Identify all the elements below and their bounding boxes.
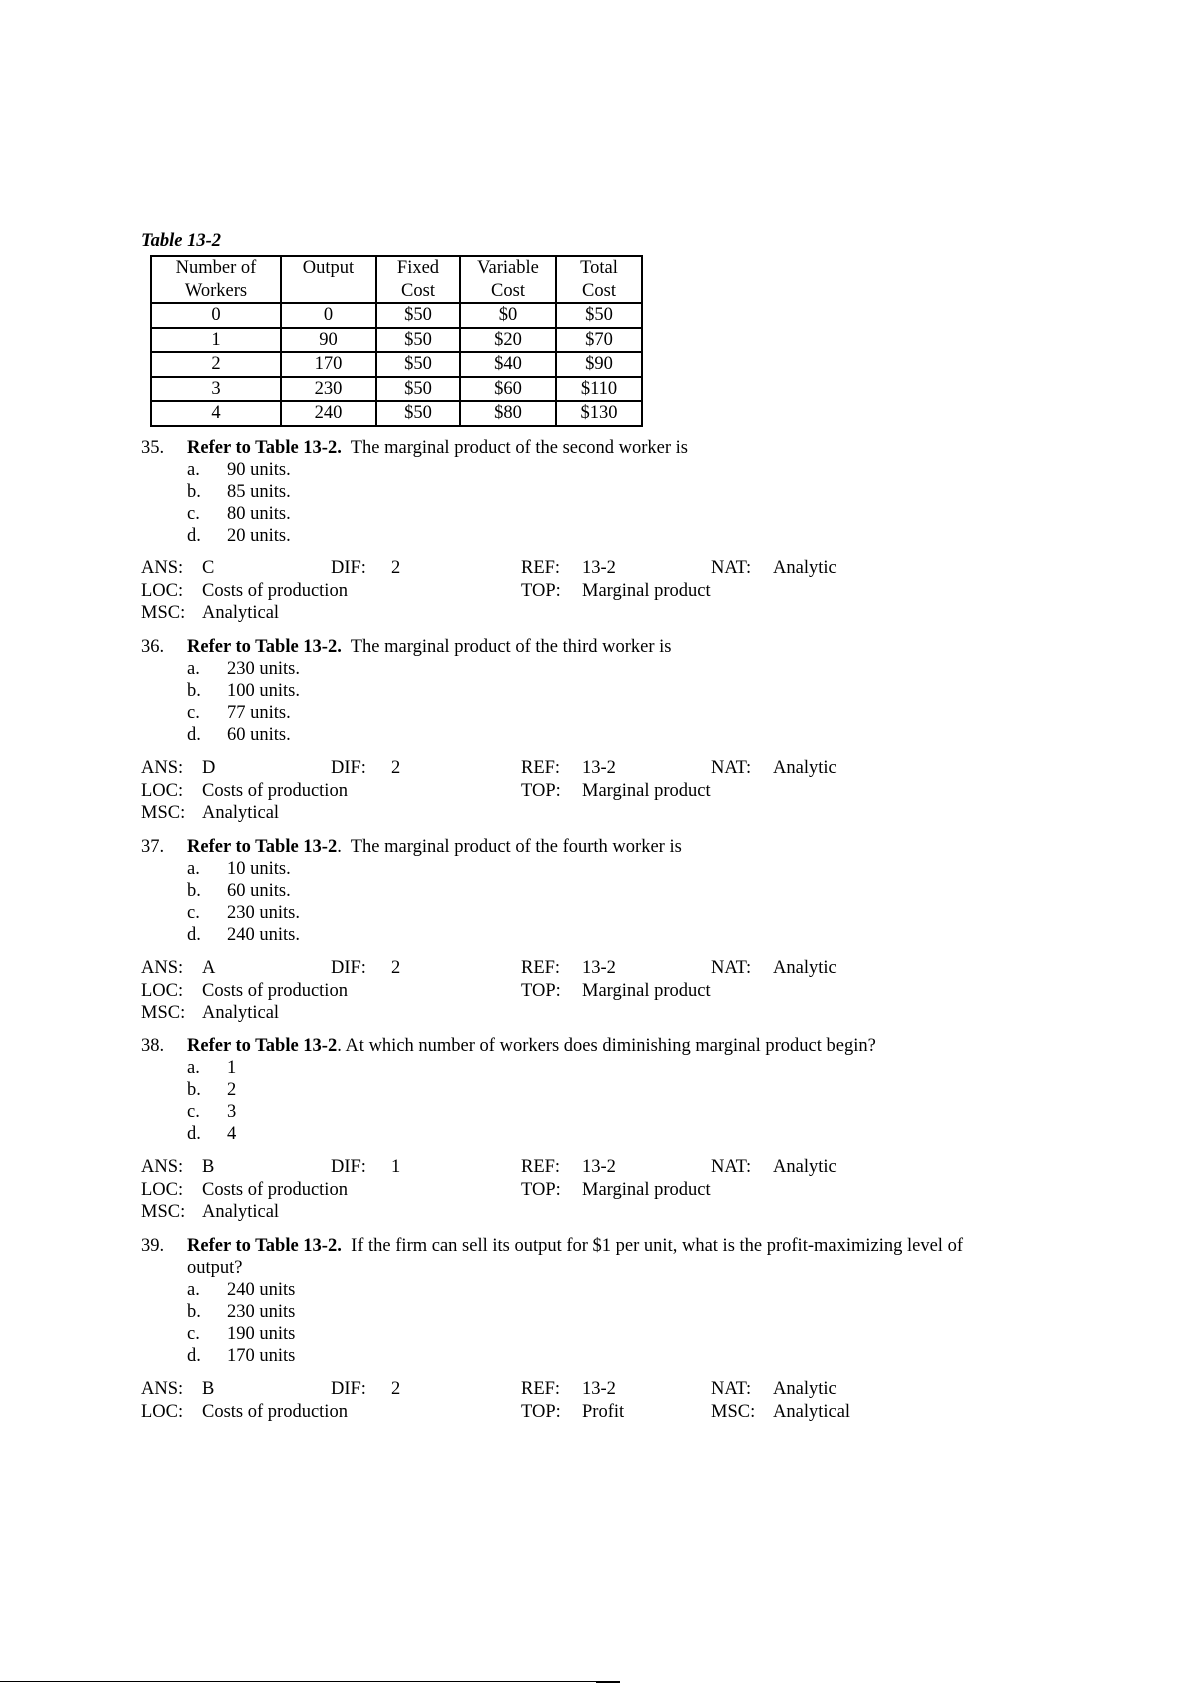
question-35 bbox=[141, 437, 1021, 547]
header-line: Cost bbox=[401, 280, 435, 301]
answer-value: B bbox=[202, 1379, 215, 1399]
meta-row bbox=[141, 580, 1041, 603]
meta-key: LOC: bbox=[141, 580, 184, 601]
choice-b bbox=[187, 1301, 1021, 1323]
question-reference: Refer to Table 13-2. bbox=[187, 1236, 342, 1256]
answer-metadata-38 bbox=[141, 1156, 1041, 1224]
question-reference: Refer to Table 13-2. bbox=[187, 637, 342, 657]
choice-text: 77 units. bbox=[227, 703, 291, 723]
choice-text: 90 units. bbox=[227, 460, 291, 480]
nat-value: Analytic bbox=[773, 1379, 837, 1399]
msc-value: Analytical bbox=[202, 1202, 280, 1222]
header-variable-cost bbox=[460, 256, 556, 303]
reference-value: 13-2 bbox=[582, 958, 616, 978]
meta-key: LOC: bbox=[141, 980, 184, 1001]
question-stem bbox=[141, 836, 1021, 858]
meta-row bbox=[141, 957, 1041, 980]
question-number: 35. bbox=[141, 438, 165, 458]
header-line bbox=[282, 280, 375, 303]
topic-value: Marginal product bbox=[582, 980, 711, 1001]
header-workers bbox=[151, 256, 281, 303]
topic-value: Marginal product bbox=[582, 780, 711, 801]
choice-text: 4 bbox=[227, 1124, 237, 1144]
difficulty-value: 1 bbox=[391, 1157, 401, 1177]
meta-key: NAT: bbox=[711, 558, 752, 578]
msc-value: Analytical bbox=[202, 1003, 280, 1023]
choice-letter: d. bbox=[187, 1124, 201, 1144]
meta-key: NAT: bbox=[711, 1157, 752, 1177]
nat-value: Analytic bbox=[773, 958, 837, 978]
answer-metadata-39 bbox=[141, 1378, 1041, 1423]
answer-value: D bbox=[202, 758, 216, 778]
reference-value: 13-2 bbox=[582, 1157, 616, 1177]
topic-value: Marginal product bbox=[582, 580, 711, 601]
answer-value: A bbox=[202, 958, 216, 978]
question-text: . The marginal product of the fourth worker is bbox=[337, 837, 682, 857]
question-37 bbox=[141, 836, 1021, 946]
choice-text: 10 units. bbox=[227, 859, 291, 879]
footer-rule bbox=[0, 1681, 620, 1682]
choice-a bbox=[187, 858, 1021, 880]
question-text: If the firm can sell its output for $1 per unit, what is the profit-maximizing level of output? bbox=[187, 1236, 968, 1278]
table-cell: 170 bbox=[281, 352, 376, 377]
meta-row bbox=[141, 980, 1041, 1003]
meta-key: REF: bbox=[521, 558, 561, 578]
table-cell: 230 bbox=[281, 377, 376, 402]
table-row bbox=[151, 352, 642, 377]
meta-key: NAT: bbox=[711, 958, 752, 978]
difficulty-value: 2 bbox=[391, 958, 401, 978]
table-row bbox=[151, 328, 642, 353]
table-cell: $20 bbox=[460, 328, 556, 353]
table-cell: $110 bbox=[556, 377, 642, 402]
header-line: Output bbox=[302, 258, 355, 278]
choice-b bbox=[187, 1079, 1021, 1101]
question-number: 36. bbox=[141, 637, 165, 657]
question-36 bbox=[141, 636, 1021, 746]
cost-table bbox=[150, 255, 643, 427]
table-cell: 0 bbox=[281, 303, 376, 328]
table-row bbox=[151, 377, 642, 402]
answer-choices bbox=[141, 1279, 1021, 1367]
choice-letter: b. bbox=[187, 482, 201, 502]
choice-letter: c. bbox=[187, 703, 200, 723]
choice-letter: b. bbox=[187, 881, 201, 901]
meta-key: DIF: bbox=[331, 1379, 366, 1399]
meta-key: LOC: bbox=[141, 1401, 184, 1422]
meta-row bbox=[141, 1156, 1041, 1179]
meta-key: MSC: bbox=[141, 1003, 186, 1023]
question-39 bbox=[141, 1235, 1021, 1367]
choice-text: 240 units bbox=[227, 1280, 296, 1300]
nat-value: Analytic bbox=[773, 1157, 837, 1177]
question-number: 38. bbox=[141, 1036, 165, 1056]
meta-row bbox=[141, 602, 1041, 625]
choice-text: 230 units. bbox=[227, 903, 300, 923]
answer-choices bbox=[141, 459, 1021, 547]
table-cell: $50 bbox=[376, 328, 460, 353]
meta-key: ANS: bbox=[141, 558, 184, 578]
meta-key: DIF: bbox=[331, 1157, 366, 1177]
msc-value: Analytical bbox=[202, 603, 280, 623]
loc-value: Costs of production bbox=[202, 1401, 348, 1422]
choice-text: 3 bbox=[227, 1102, 237, 1122]
header-line: Fixed bbox=[396, 258, 440, 278]
msc-value: Analytical bbox=[202, 803, 280, 823]
meta-row bbox=[141, 557, 1041, 580]
reference-value: 13-2 bbox=[582, 558, 616, 578]
choice-letter: c. bbox=[187, 1324, 200, 1344]
difficulty-value: 2 bbox=[391, 1379, 401, 1399]
header-line: Total bbox=[580, 258, 618, 278]
question-text: . At which number of workers does diminishing marginal product begin? bbox=[337, 1036, 876, 1056]
header-line: Variable bbox=[477, 258, 539, 278]
meta-row bbox=[141, 802, 1041, 825]
answer-choices bbox=[141, 858, 1021, 946]
choice-letter: c. bbox=[187, 1102, 200, 1122]
table-cell: $90 bbox=[556, 352, 642, 377]
header-line: Workers bbox=[184, 280, 248, 301]
msc-value: Analytical bbox=[773, 1401, 851, 1422]
question-stem bbox=[141, 1035, 1021, 1057]
question-number: 39. bbox=[141, 1236, 165, 1256]
choice-b bbox=[187, 880, 1021, 902]
answer-metadata-36 bbox=[141, 757, 1041, 825]
choice-letter: a. bbox=[187, 859, 200, 879]
loc-value: Costs of production bbox=[202, 1179, 348, 1200]
meta-key: TOP: bbox=[521, 980, 561, 1001]
footer-rule-tail bbox=[596, 1681, 620, 1683]
meta-key: MSC: bbox=[141, 803, 186, 823]
meta-key: LOC: bbox=[141, 780, 184, 801]
meta-row bbox=[141, 780, 1041, 803]
header-total-cost bbox=[556, 256, 642, 303]
difficulty-value: 2 bbox=[391, 758, 401, 778]
table-cell: $130 bbox=[556, 401, 642, 426]
table-row bbox=[151, 303, 642, 328]
topic-value: Marginal product bbox=[582, 1179, 711, 1200]
choice-text: 1 bbox=[227, 1058, 237, 1078]
meta-key: TOP: bbox=[521, 580, 561, 601]
meta-key: REF: bbox=[521, 1379, 561, 1399]
table-cell: $50 bbox=[376, 401, 460, 426]
choice-c bbox=[187, 503, 1021, 525]
choice-d bbox=[187, 1345, 1021, 1367]
choice-c bbox=[187, 902, 1021, 924]
meta-key: TOP: bbox=[521, 1179, 561, 1200]
choice-text: 20 units. bbox=[227, 526, 291, 546]
table-cell: $40 bbox=[460, 352, 556, 377]
meta-key: ANS: bbox=[141, 1379, 184, 1399]
answer-value: B bbox=[202, 1157, 215, 1177]
choice-text: 190 units bbox=[227, 1324, 296, 1344]
choice-letter: a. bbox=[187, 1280, 200, 1300]
choice-b bbox=[187, 481, 1021, 503]
table-cell: 4 bbox=[151, 401, 281, 426]
choice-a bbox=[187, 1279, 1021, 1301]
choice-text: 230 units. bbox=[227, 659, 300, 679]
meta-key: REF: bbox=[521, 758, 561, 778]
answer-choices bbox=[141, 658, 1021, 746]
header-line: Cost bbox=[491, 280, 525, 301]
choice-letter: a. bbox=[187, 460, 200, 480]
meta-row bbox=[141, 1401, 1041, 1424]
choice-text: 60 units. bbox=[227, 725, 291, 745]
choice-d bbox=[187, 924, 1021, 946]
meta-key: REF: bbox=[521, 1157, 561, 1177]
table-cell: $70 bbox=[556, 328, 642, 353]
reference-value: 13-2 bbox=[582, 758, 616, 778]
choice-d bbox=[187, 724, 1021, 746]
header-output bbox=[281, 256, 376, 303]
answer-metadata-35 bbox=[141, 557, 1041, 625]
choice-c bbox=[187, 1323, 1021, 1345]
meta-key: REF: bbox=[521, 958, 561, 978]
meta-row bbox=[141, 1201, 1041, 1224]
meta-key: LOC: bbox=[141, 1179, 184, 1200]
choice-letter: d. bbox=[187, 925, 201, 945]
topic-value: Profit bbox=[582, 1401, 625, 1422]
reference-value: 13-2 bbox=[582, 1379, 616, 1399]
meta-row bbox=[141, 1002, 1041, 1025]
question-stem bbox=[141, 1235, 1021, 1279]
meta-key: DIF: bbox=[331, 958, 366, 978]
meta-key: ANS: bbox=[141, 958, 184, 978]
table-cell: $60 bbox=[460, 377, 556, 402]
choice-letter: d. bbox=[187, 725, 201, 745]
choice-b bbox=[187, 680, 1021, 702]
question-stem bbox=[141, 437, 1021, 459]
question-reference: Refer to Table 13-2 bbox=[187, 1036, 338, 1056]
choice-text: 60 units. bbox=[227, 881, 291, 901]
choice-text: 230 units bbox=[227, 1302, 296, 1322]
choice-c bbox=[187, 702, 1021, 724]
choice-d bbox=[187, 1123, 1021, 1145]
question-number: 37. bbox=[141, 837, 165, 857]
choice-text: 100 units. bbox=[227, 681, 300, 701]
answer-choices bbox=[141, 1057, 1021, 1145]
loc-value: Costs of production bbox=[202, 580, 348, 601]
meta-key: NAT: bbox=[711, 1379, 752, 1399]
answer-metadata-37 bbox=[141, 957, 1041, 1025]
meta-key: DIF: bbox=[331, 758, 366, 778]
table-caption: Table 13-2 bbox=[141, 231, 221, 251]
meta-row bbox=[141, 1378, 1041, 1401]
table-cell: $50 bbox=[376, 377, 460, 402]
question-text: The marginal product of the second worker is bbox=[341, 438, 688, 458]
header-fixed-cost bbox=[376, 256, 460, 303]
difficulty-value: 2 bbox=[391, 558, 401, 578]
choice-letter: b. bbox=[187, 1302, 201, 1322]
choice-text: 80 units. bbox=[227, 504, 291, 524]
meta-key: TOP: bbox=[521, 1401, 561, 1422]
choice-letter: a. bbox=[187, 659, 200, 679]
table-cell: $50 bbox=[376, 303, 460, 328]
choice-a bbox=[187, 459, 1021, 481]
meta-key: ANS: bbox=[141, 758, 184, 778]
choice-c bbox=[187, 1101, 1021, 1123]
choice-letter: c. bbox=[187, 903, 200, 923]
table-cell: 240 bbox=[281, 401, 376, 426]
choice-letter: b. bbox=[187, 681, 201, 701]
nat-value: Analytic bbox=[773, 758, 837, 778]
meta-row bbox=[141, 757, 1041, 780]
meta-key: MSC: bbox=[141, 603, 186, 623]
meta-key: MSC: bbox=[141, 1202, 186, 1222]
header-line: Cost bbox=[582, 280, 616, 301]
choice-text: 240 units. bbox=[227, 925, 300, 945]
choice-a bbox=[187, 1057, 1021, 1079]
meta-key: NAT: bbox=[711, 758, 752, 778]
meta-key: ANS: bbox=[141, 1157, 184, 1177]
table-cell: 90 bbox=[281, 328, 376, 353]
question-reference: Refer to Table 13-2 bbox=[187, 837, 338, 857]
nat-value: Analytic bbox=[773, 558, 837, 578]
meta-key: DIF: bbox=[331, 558, 366, 578]
choice-letter: a. bbox=[187, 1058, 200, 1078]
choice-letter: b. bbox=[187, 1080, 201, 1100]
loc-value: Costs of production bbox=[202, 780, 348, 801]
choice-text: 85 units. bbox=[227, 482, 291, 502]
table-cell: 3 bbox=[151, 377, 281, 402]
meta-key: MSC: bbox=[711, 1401, 756, 1422]
table-cell: $80 bbox=[460, 401, 556, 426]
choice-letter: d. bbox=[187, 526, 201, 546]
choice-text: 170 units bbox=[227, 1346, 296, 1366]
choice-text: 2 bbox=[227, 1080, 237, 1100]
answer-value: C bbox=[202, 558, 215, 578]
meta-row bbox=[141, 1179, 1041, 1202]
table-header-row bbox=[151, 256, 642, 303]
question-text: The marginal product of the third worker is bbox=[341, 637, 672, 657]
table-cell: $0 bbox=[460, 303, 556, 328]
table-cell: $50 bbox=[376, 352, 460, 377]
table-row bbox=[151, 401, 642, 426]
table-cell: $50 bbox=[556, 303, 642, 328]
table-cell: 2 bbox=[151, 352, 281, 377]
choice-letter: c. bbox=[187, 504, 200, 524]
question-38 bbox=[141, 1035, 1021, 1145]
choice-d bbox=[187, 525, 1021, 547]
question-stem bbox=[141, 636, 1021, 658]
question-reference: Refer to Table 13-2. bbox=[187, 438, 342, 458]
choice-a bbox=[187, 658, 1021, 680]
choice-letter: d. bbox=[187, 1346, 201, 1366]
table-cell: 1 bbox=[151, 328, 281, 353]
loc-value: Costs of production bbox=[202, 980, 348, 1001]
meta-key: TOP: bbox=[521, 780, 561, 801]
header-line: Number of bbox=[175, 258, 257, 278]
table-cell: 0 bbox=[151, 303, 281, 328]
